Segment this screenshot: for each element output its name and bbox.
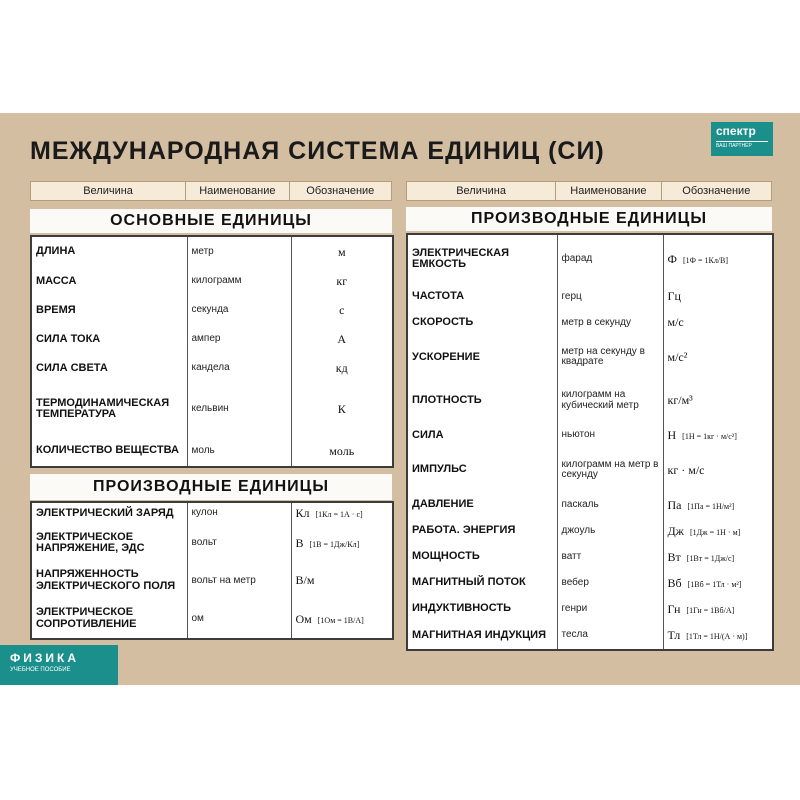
table-row [407,518,773,544]
unit-symbol-cell [663,448,773,491]
unit-formula: [1Тл = 1Н/(А · м)] [686,632,748,642]
quantity-cell: ЭЛЕКТРИЧЕСКОЕ СОПРОТИВЛЕНИЕ [31,600,187,639]
left-derived-units-table [30,501,394,640]
unit-name-cell: моль [187,436,291,467]
unit-name-cell: метр в секунду [557,310,663,336]
logo-text: спектр [716,124,756,138]
unit-symbol-cell [663,492,773,518]
badge-subject: ФИЗИКА [10,651,79,665]
table-row [407,234,773,284]
publisher-logo [711,122,773,156]
quantity-cell: ЭЛЕКТРИЧЕСКИЙ ЗАРЯД [31,502,187,524]
right-derived-units-table [406,233,774,651]
unit-symbol-cell [663,570,773,596]
table-row [407,284,773,310]
quantity-cell: МАГНИТНЫЙ ПОТОК [407,570,557,596]
unit-symbol: кг [336,274,348,289]
quantity-cell: ИМПУЛЬС [407,448,557,491]
unit-name-cell: вебер [557,570,663,596]
unit-symbol: м [337,244,346,259]
header-symbol: Обозначение [306,185,375,197]
unit-symbol: К [337,401,346,416]
table-row [31,236,393,267]
unit-symbol: Ф [667,252,677,267]
quantity-cell: СИЛА СВЕТА [31,354,187,383]
quantity-cell: МАССА [31,267,187,296]
base-units-heading: ОСНОВНЫЕ ЕДИНИЦЫ [30,209,392,233]
quantity-cell: МОЩНОСТЬ [407,544,557,570]
quantity-cell: ДЛИНА [31,236,187,267]
unit-symbol-cell [663,544,773,570]
table-row [407,544,773,570]
unit-symbol-cell [663,518,773,544]
unit-formula: [1Па = 1Н/м²] [687,501,735,511]
right-derived-units-heading: ПРОИЗВОДНЫЕ ЕДИНИЦЫ [406,207,772,231]
table-row [407,379,773,422]
unit-symbol-cell [291,296,393,325]
unit-name-cell: килограмм на метр в секунду [557,448,663,491]
unit-name-cell: герц [557,284,663,310]
unit-name-cell: вольт на метр [187,562,291,600]
unit-symbol-cell [663,336,773,379]
unit-symbol-cell [291,436,393,467]
unit-name-cell: метр на секунду в квадрате [557,336,663,379]
unit-name-cell: паскаль [557,492,663,518]
poster [0,113,800,685]
unit-name-cell: генри [557,596,663,622]
unit-symbol: Н [667,428,677,443]
quantity-cell: ЧАСТОТА [407,284,557,310]
unit-formula: [1Н = 1кг · м/с²] [682,432,737,442]
header-quantity: Величина [31,182,186,200]
table-row [31,524,393,562]
unit-symbol-cell [663,422,773,448]
table-row [407,622,773,650]
unit-symbol: Па [667,497,682,512]
quantity-cell: ДАВЛЕНИЕ [407,492,557,518]
unit-symbol-cell [291,325,393,354]
base-units-table [30,235,394,468]
unit-name-cell: вольт [187,524,291,562]
unit-symbol-cell [291,600,393,639]
quantity-cell: УСКОРЕНИЕ [407,336,557,379]
unit-symbol: м/с² [667,350,688,365]
subject-badge [0,645,118,685]
table-row [31,325,393,354]
left-column-header [30,181,392,201]
unit-symbol: кг/м³ [667,393,693,408]
table-row [31,600,393,639]
quantity-cell: НАПРЯЖЕННОСТЬ ЭЛЕКТРИЧЕСКОГО ПОЛЯ [31,562,187,600]
unit-symbol-cell [291,502,393,524]
unit-symbol-cell [663,284,773,310]
right-column-header [406,181,772,201]
quantity-cell: ВРЕМЯ [31,296,187,325]
unit-symbol: кг · м/с [667,462,705,477]
quantity-cell: СКОРОСТЬ [407,310,557,336]
header-name: Наименование [186,182,289,200]
unit-symbol-cell [291,524,393,562]
unit-symbol-cell [291,236,393,267]
unit-formula: [1Ф = 1Кл/В] [682,256,729,266]
unit-name-cell: ампер [187,325,291,354]
table-row [407,596,773,622]
quantity-cell: ПЛОТНОСТЬ [407,379,557,422]
unit-symbol: Вт [667,549,681,564]
unit-name-cell: метр [187,236,291,267]
unit-symbol-cell [663,379,773,422]
table-row [407,336,773,379]
unit-symbol: Гц [667,289,681,304]
header-quantity: Величина [407,182,556,200]
quantity-cell: КОЛИЧЕСТВО ВЕЩЕСТВА [31,436,187,467]
quantity-cell: ИНДУКТИВНОСТЬ [407,596,557,622]
unit-symbol: Гн [667,601,681,616]
unit-symbol-cell [291,267,393,296]
unit-symbol: В [295,535,304,550]
unit-formula: [1В = 1Дж/Кл] [309,539,360,549]
unit-symbol: Дж [667,523,684,538]
unit-formula: [1Вт = 1Дж/с] [686,553,735,563]
unit-name-cell: тесла [557,622,663,650]
unit-symbol: кд [335,361,348,375]
quantity-cell: РАБОТА. ЭНЕРГИЯ [407,518,557,544]
unit-symbol: Тл [667,628,681,643]
quantity-cell: МАГНИТНАЯ ИНДУКЦИЯ [407,622,557,650]
unit-name-cell: килограмм [187,267,291,296]
table-row [407,448,773,491]
left-derived-units-heading: ПРОИЗВОДНЫЕ ЕДИНИЦЫ [30,474,392,500]
table-row [407,310,773,336]
unit-formula: [1Гн = 1Вб/А] [686,605,735,615]
unit-symbol: Вб [667,575,682,590]
quantity-cell: ТЕРМОДИНАМИЧЕСКАЯ ТЕМПЕРАТУРА [31,383,187,436]
header-symbol: Обозначение [682,185,751,197]
table-row [31,436,393,467]
unit-symbol: В/м [295,573,315,588]
quantity-cell: ЭЛЕКТРИЧЕСКОЕ НАПРЯЖЕНИЕ, ЭДС [31,524,187,562]
unit-symbol-cell [663,622,773,650]
unit-symbol: с [339,303,345,318]
unit-name-cell: кандела [187,354,291,383]
unit-name-cell: ньютон [557,422,663,448]
unit-name-cell: ом [187,600,291,639]
unit-symbol-cell [663,310,773,336]
table-row [31,296,393,325]
unit-symbol: Ом [295,611,312,626]
unit-symbol: моль [329,443,355,458]
unit-name-cell: ватт [557,544,663,570]
quantity-cell: СИЛА [407,422,557,448]
header-name: Наименование [556,182,661,200]
unit-symbol: м/с [667,315,684,330]
unit-symbol-cell [663,596,773,622]
unit-formula: [1Кл = 1А · с] [315,510,363,520]
unit-symbol-cell [291,383,393,436]
table-row [31,267,393,296]
table-row [31,383,393,436]
table-row [31,354,393,383]
unit-formula: [1Дж = 1Н · м] [689,527,741,537]
table-row [407,492,773,518]
quantity-cell: СИЛА ТОКА [31,325,187,354]
unit-symbol-cell [291,354,393,383]
unit-name-cell: кулон [187,502,291,524]
table-row [31,562,393,600]
table-row [31,502,393,524]
table-row [407,570,773,596]
unit-symbol-cell [663,234,773,284]
unit-name-cell: секунда [187,296,291,325]
unit-name-cell: фарад [557,234,663,284]
quantity-cell: ЭЛЕКТРИЧЕСКАЯ ЕМКОСТЬ [407,234,557,284]
unit-symbol: А [337,332,347,347]
unit-symbol-cell [291,562,393,600]
unit-symbol: Кл [295,506,310,521]
unit-name-cell: джоуль [557,518,663,544]
unit-formula: [1Вб = 1Тл · м²] [687,579,742,589]
table-row [407,422,773,448]
unit-name-cell: килограмм на кубический метр [557,379,663,422]
unit-formula: [1Ом = 1В/А] [317,615,364,625]
unit-name-cell: кельвин [187,383,291,436]
logo-subtext: ВАШ ПАРТНЁР [716,141,768,149]
page-title: МЕЖДУНАРОДНАЯ СИСТЕМА ЕДИНИЦ (СИ) [30,137,605,165]
badge-subtitle: УЧЕБНОЕ ПОСОБИЕ [10,667,71,673]
